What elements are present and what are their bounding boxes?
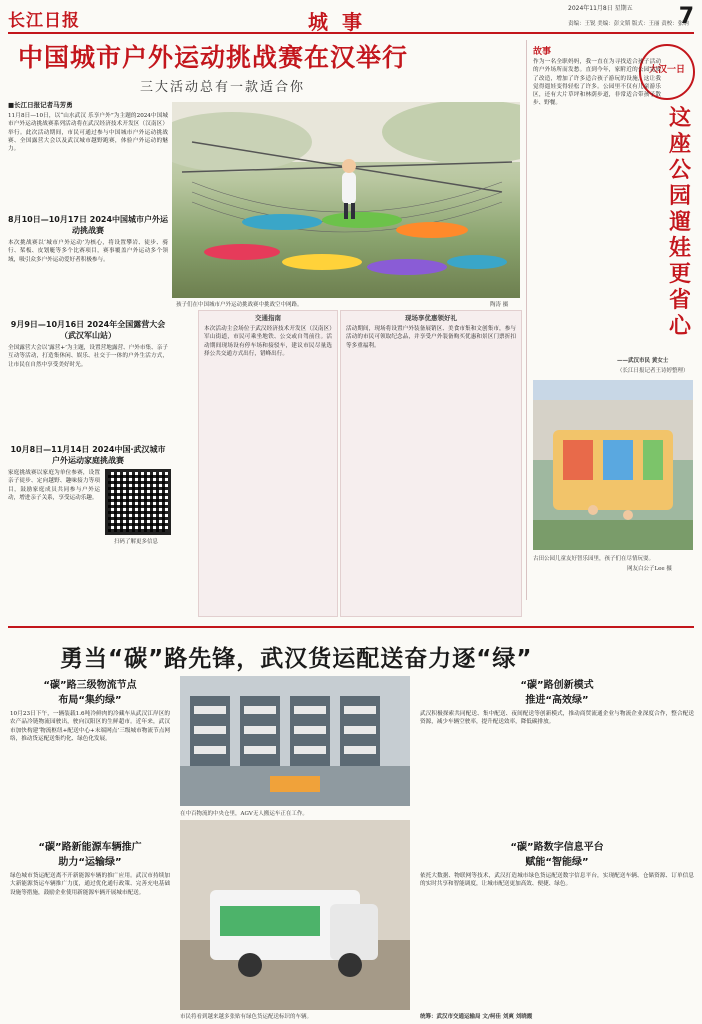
story-sidebar [526, 40, 699, 600]
freight-sec2-head: “碳”路新能源车辆推广 [38, 842, 142, 853]
freight-sec4-sub: 赋能“智能绿” [525, 857, 589, 868]
agv-warehouse-photo [180, 676, 410, 806]
freight-sec3-body: 武汉积极探索共同配送、集中配送、夜间配送等创新模式，推动商贸流通企业与物流企业深度合作，整合配送资源，减少车辆空驶率，提升配送效率，降低碳排放。 [420, 711, 694, 726]
page-number: 7 [678, 4, 694, 29]
event-3-body: 家庭挑战赛以家庭为单位参赛，设置亲子徒步、定向越野、趣味接力等项目，鼓励家庭成员共同参与户外运动，增进亲子关系，享受运动乐趣。 [8, 470, 100, 501]
freight-col-1 [10, 676, 170, 1006]
benefits-body: 活动期间，现场将设置户外装备展销区、美食市集和文创集市，参与活动的市民可领取纪念品，并享受户外装备购买优惠和景区门票折扣等多重福利。 [346, 326, 516, 349]
freight-sec1-head: “碳”路三级物流节点 [43, 680, 137, 691]
event-2-body: 全国露营大会以‘露营+’为主题，设置营地露营、户外市集、亲子互动等活动，打造集休闲、娱乐、社交于一体的户外生活方式，让市民在自然中享受美好时光。 [8, 345, 168, 368]
feature-lead: 11月8日—10日，以“山水武汉 乐享户外”为主题的2024中国城市户外运动挑战赛系列活动将在武汉经济技术开发区（汉南区）举行。此次活动期间，市民可通过参与中国城市户外运动挑战赛、全国露营大会以及武汉城市越野跑赛，体验户外运动的魅力。 [8, 113, 168, 153]
newspaper-logo: 长江日报 [8, 11, 80, 31]
freight-sec4-head: “碳”路数字信息平台 [510, 842, 604, 853]
main-photo-credit: 陶涛 摄 [490, 302, 509, 308]
feature-byline: ■长江日报记者马芳勇 [8, 101, 73, 109]
qr-caption: 扫码了解更多信息 [113, 539, 158, 545]
event-1-body: 本次挑战赛以‘城市户外运动’为核心，将设置攀岩、徒步、骑行、桨板、皮划艇等多个比赛项目，赛事覆盖户外运动多个领域，吸引众多户外运动爱好者积极参与。 [8, 240, 168, 263]
climbing-net-image [172, 102, 520, 298]
benefits-box [340, 310, 522, 617]
stamp-logo: 大汉一日 [639, 44, 695, 100]
freight-col-3 [420, 676, 694, 1006]
sidebar-title: 这座公园遛娃更省心 [668, 106, 691, 339]
qr-code[interactable] [105, 469, 171, 535]
sidebar-note: （长江日报记者王诗婷整理） [617, 368, 689, 374]
traffic-guide-body: 本次活动主会场位于武汉经济技术开发区（汉南区）军山街道，市民可乘坐地铁、公交或自驾前往。活动期间现场设有停车场和接驳车，建议市民尽量选择公共交通方式出行，错峰出行。 [204, 326, 332, 357]
park-image [533, 380, 693, 550]
feature-subheadline: 三大活动总有一款适合你 [140, 80, 306, 95]
delivery-vehicle-image [180, 820, 410, 1010]
editors-line: 责编：王锐 美编：彭文韬 版式：王丽 责校：张纳 [568, 21, 689, 27]
freight-sec3-head: “碳”路创新模式 [520, 680, 594, 691]
vehicle-photo-caption: 市民将看到越来越多张贴有绿色货运配送标识的车辆。 [180, 1014, 313, 1020]
section-name: 城事 [308, 10, 376, 34]
freight-footer: 统筹：武汉市交通运输局 文/柯佳 刘爽 刘晓霞 [420, 1014, 533, 1020]
traffic-guide-title: 交通指南 [255, 314, 281, 322]
climbing-net-photo [172, 102, 520, 298]
agv-warehouse-image [180, 676, 410, 806]
main-photo-caption: 孩子们在中国城市户外运动挑战赛中挑战空中网路。 [176, 302, 303, 308]
freight-sec2-body: 绿色城市货运配送离不开新能源车辆的推广应用。武汉市持续加大新能源货运车辆推广力度，通过优化通行政策、完善充电基础设施等措施，鼓励企业使用新能源车辆开展城市配送。 [10, 873, 170, 896]
delivery-vehicle-photo [180, 820, 410, 1010]
section-divider [8, 626, 694, 628]
event-2-title: 9月9日—10月16日 2024年全国露营大会（武汉军山站） [10, 320, 166, 340]
sidebar-body: 作为一名全职妈妈，我一直在为寻找适合孩子活动的户外场所而发愁。直到今年，家附近的公园完成了改造，增加了许多适合孩子游玩的设施，这让我觉得遛娃变得轻松了许多。公园里不仅有儿童游乐区，还有大片草坪和林荫步道，非常适合带孩子散步、野餐。 [533, 59, 661, 107]
park-photo-caption: 古田公园儿童友好智乐园里，孩子们在尽情玩耍。 [533, 556, 655, 562]
issue-date: 2024年11月8日 星期五 [568, 5, 633, 12]
feature-headline: 中国城市户外运动挑战赛在汉举行 [18, 43, 409, 72]
page-header [8, 4, 694, 34]
park-photo-credit: 网友白公子Lee 摄 [627, 566, 672, 572]
freight-headline: 勇当“碳”路先锋，武汉货运配送奋力逐“绿” [60, 646, 533, 672]
traffic-guide-box [198, 310, 338, 617]
event-1-title: 8月10日—10月17日 2024中国城市户外运动挑战赛 [8, 215, 169, 235]
freight-sec1-sub: 布局“集约绿” [58, 695, 122, 706]
freight-sec2-sub: 助力“运输绿” [58, 857, 122, 868]
feature-left-column [8, 100, 168, 600]
benefits-title: 现场享优惠领好礼 [405, 314, 457, 322]
agv-photo-caption: 在中百物流的中央仓里，AGV无人搬运车正在工作。 [180, 811, 308, 817]
park-photo [533, 380, 693, 550]
freight-sec3-sub: 推进“高效绿” [525, 695, 589, 706]
freight-sec4-body: 依托大数据、物联网等技术，武汉打造城市绿色货运配送数字信息平台，实现配送车辆、仓储资源、订单信息的实时共享和智能调度，让城市配送更加高效、便捷、绿色。 [420, 873, 694, 888]
freight-sec1-body: 10月23日下午，一辆装载1.6吨冷鲜肉的冷藏车从武汉江岸区的农产品冷链物流园驶出，驶向汉阳区的生鲜超市。近年来，武汉市加快构建‘物流枢纽+配送中心+末端网点’三级城市物流节点网络，推动货运配送集约化、绿色化发展。 [10, 711, 170, 742]
event-3-title: 10月8日—11月14日 2024中国·武汉城市户外运动家庭挑战赛 [10, 445, 166, 465]
sidebar-tag: 故事 [533, 47, 552, 57]
sidebar-author: ——武汉市民 黄女士 [617, 358, 669, 364]
